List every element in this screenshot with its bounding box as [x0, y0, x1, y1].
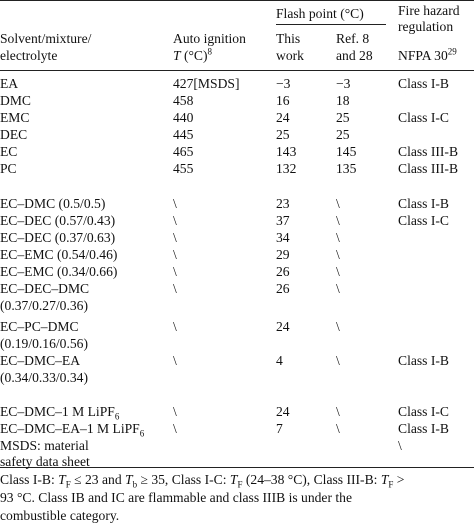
row-auto-ignition: \ [173, 319, 177, 334]
row-this-work: 24 [276, 110, 290, 125]
row-auto-ignition: \ [173, 421, 177, 436]
row-name: EC–DMC–EA–1 M LiPF$_6$ [0, 421, 145, 439]
footnote-line2: 93 °C. Class IB and IC are flammable and class IIIB is under the [0, 490, 352, 505]
row-ref: 25 [336, 127, 350, 142]
footnote-line3: combustible category. [0, 508, 120, 523]
row-this-work: 24 [276, 404, 290, 419]
row-this-work: −3 [276, 76, 291, 91]
row-nfpa: Class III-B [398, 144, 459, 159]
row-auto-ignition: 427[MSDS] [173, 76, 240, 91]
row-ref: 135 [336, 161, 357, 176]
row-ref: \ [336, 230, 340, 245]
row-ref: −3 [336, 76, 351, 91]
row-ref: \ [336, 421, 340, 436]
row-this-work: 132 [276, 161, 297, 176]
row-name-cont: safety data sheet [0, 454, 90, 469]
row-auto-ignition: \ [173, 281, 177, 296]
row-name: DEC [0, 127, 28, 142]
row-auto-ignition: \ [173, 264, 177, 279]
header-rule [0, 70, 474, 71]
row-auto-ignition: \ [173, 353, 177, 368]
header-ref-line2: and 28 [336, 48, 373, 63]
row-nfpa: Class III-B [398, 161, 459, 176]
row-ref: 18 [336, 93, 350, 108]
row-this-work: 26 [276, 281, 290, 296]
row-name: EC–DEC (0.37/0.63) [0, 230, 116, 245]
row-nfpa: \ [398, 438, 402, 453]
row-nfpa: Class I-B [398, 196, 449, 211]
footnote-line1: Class I-B: $T_F \le 23$ and $T_b \ge 35$, Class I-C: $T_F$ (24–38 °C), Class III-B: $T_F$ > [0, 472, 405, 490]
row-name: EA [0, 76, 19, 91]
row-this-work: 37 [276, 213, 290, 228]
row-this-work: 4 [276, 353, 283, 368]
row-name-cont: (0.37/0.27/0.36) [0, 298, 88, 313]
row-name: EMC [0, 110, 30, 125]
row-name: EC–DMC–1 M LiPF$_6$ [0, 404, 120, 422]
row-ref: \ [336, 247, 340, 262]
row-this-work: 7 [276, 421, 283, 436]
header-this-work-line2: work [276, 48, 304, 63]
row-name: EC–PC–DMC [0, 319, 79, 334]
row-name-cont: (0.34/0.33/0.34) [0, 370, 88, 385]
row-ref: \ [336, 281, 340, 296]
header-this-work-line1: This [276, 31, 301, 46]
row-ref: 25 [336, 110, 350, 125]
header-flash-point: Flash point (°C) [276, 6, 364, 21]
row-ref: \ [336, 353, 340, 368]
row-name: EC–DEC (0.57/0.43) [0, 213, 116, 228]
flash-point-rule [276, 24, 386, 25]
header-nfpa: NFPA $30^{29}$ [398, 46, 457, 63]
row-name: PC [0, 161, 17, 176]
row-this-work: 29 [276, 247, 290, 262]
top-rule [0, 0, 474, 1]
row-this-work: 34 [276, 230, 290, 245]
row-auto-ignition: \ [173, 230, 177, 245]
row-ref: \ [336, 264, 340, 279]
row-auto-ignition: \ [173, 247, 177, 262]
row-name: EC–EMC (0.34/0.66) [0, 264, 118, 279]
row-name: DMC [0, 93, 31, 108]
row-this-work: 26 [276, 264, 290, 279]
row-name: EC–DMC–EA [0, 353, 81, 368]
header-ref-line1: Ref. 8 [336, 31, 370, 46]
row-name: EC–DMC (0.5/0.5) [0, 196, 106, 211]
row-auto-ignition: 445 [173, 127, 194, 142]
row-this-work: 23 [276, 196, 290, 211]
row-ref: \ [336, 213, 340, 228]
row-auto-ignition: 440 [173, 110, 194, 125]
row-nfpa: Class I-C [398, 404, 449, 419]
row-auto-ignition: \ [173, 213, 177, 228]
header-auto-ignition-line1: Auto ignition [173, 31, 246, 46]
row-auto-ignition: 465 [173, 144, 194, 159]
row-ref: 145 [336, 144, 357, 159]
row-name: EC–DEC–DMC [0, 281, 90, 296]
row-nfpa: Class I-C [398, 213, 449, 228]
row-nfpa: Class I-B [398, 353, 449, 368]
row-this-work: 143 [276, 144, 297, 159]
row-name: EC–EMC (0.54/0.46) [0, 247, 118, 262]
row-auto-ignition: 455 [173, 161, 194, 176]
row-auto-ignition: \ [173, 404, 177, 419]
row-nfpa: Class I-B [398, 76, 449, 91]
row-ref: \ [336, 196, 340, 211]
row-name: MSDS: material [0, 438, 89, 453]
header-auto-ignition-line2: T $(^\circ C)^8$ [173, 46, 213, 63]
row-auto-ignition: 458 [173, 93, 194, 108]
row-this-work: 25 [276, 127, 290, 142]
header-solvent-line1: Solvent/mixture/ [0, 31, 92, 46]
row-ref: \ [336, 404, 340, 419]
row-nfpa: Class I-B [398, 421, 449, 436]
row-name: EC [0, 144, 18, 159]
row-nfpa: Class I-C [398, 110, 449, 125]
row-name-cont: (0.19/0.16/0.56) [0, 336, 88, 351]
header-fire-hazard-line1: Fire hazard [398, 3, 460, 18]
row-auto-ignition: \ [173, 196, 177, 211]
row-ref: \ [336, 319, 340, 334]
row-this-work: 16 [276, 93, 290, 108]
header-solvent-line2: electrolyte [0, 48, 58, 63]
header-fire-hazard-line2: regulation [398, 19, 454, 34]
row-this-work: 24 [276, 319, 290, 334]
